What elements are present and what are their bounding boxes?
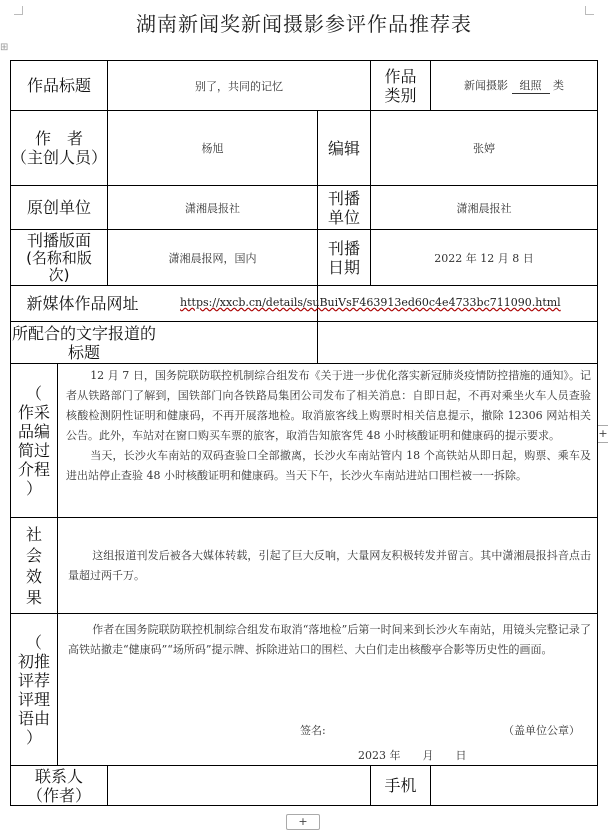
review-content[interactable] bbox=[58, 614, 598, 766]
row-effect bbox=[11, 518, 598, 614]
review-label-line: 评荐 bbox=[17, 670, 50, 690]
effect-label-line: 效 bbox=[25, 566, 42, 586]
url-link[interactable]: https://xxcb.cn/details/suBuiVsF463913ed60c4e4733bc711090.html bbox=[180, 296, 561, 309]
effect-label bbox=[11, 518, 58, 614]
work-title-value[interactable]: 别了，共同的记忆 bbox=[108, 61, 371, 111]
row-author bbox=[11, 111, 598, 186]
review-paragraph: 作者在国务院联防联控机制综合组发布取消“落地检”后第一时间来到长沙火车南站，用镜头完整记录了高铁站撤走“健康码”“场所码”提示牌、拆除进站口的围栏、大白们走出核酸亭合影等历史性的画面。 bbox=[68, 623, 592, 656]
author-label bbox=[11, 111, 108, 186]
intro-content[interactable] bbox=[58, 364, 598, 518]
work-title-label: 作品标题 bbox=[11, 61, 108, 111]
pub-date-label bbox=[318, 230, 371, 286]
author-label-main: 作 者 bbox=[35, 129, 84, 148]
recommendation-form bbox=[10, 60, 598, 806]
page-title: 湖南新闻奖新闻摄影参评作品推荐表 bbox=[136, 12, 472, 36]
intro-label-line: 作采 bbox=[17, 402, 50, 422]
contact-label-main: 联系人 bbox=[35, 766, 84, 786]
related-title-label-cell bbox=[11, 322, 318, 364]
effect-paragraph: 这组报道刊发后被各大媒体转载，引起了巨大反响，大量网友积极转发并留言。其中潇湘晨报抖音点击量超过两千万。 bbox=[68, 548, 592, 582]
effect-label-line: 果 bbox=[25, 587, 42, 607]
review-label bbox=[11, 614, 58, 766]
editor-label: 编辑 bbox=[318, 111, 371, 186]
sign-date: 2023 年 月 日 bbox=[358, 749, 467, 762]
row-related-title bbox=[11, 322, 598, 364]
effect-content[interactable] bbox=[58, 518, 598, 614]
intro-label-line: 介程 bbox=[17, 459, 50, 479]
effect-label-line: 社 bbox=[25, 524, 42, 544]
intro-label-line: （ bbox=[25, 383, 42, 403]
pub-layout-label-main: 刊播版面 bbox=[27, 231, 92, 250]
review-label-line: 语由 bbox=[17, 708, 50, 728]
row-pub-layout bbox=[11, 230, 598, 286]
row-work-title bbox=[11, 61, 598, 111]
phone-label: 手机 bbox=[371, 766, 431, 806]
contact-value[interactable] bbox=[108, 766, 371, 806]
contact-label bbox=[11, 766, 108, 806]
editor-value[interactable]: 张婷 bbox=[371, 111, 598, 186]
table-move-handle-icon[interactable]: ⊞ bbox=[0, 42, 9, 53]
row-intro bbox=[11, 364, 598, 518]
contact-label-sub: （作者） bbox=[27, 785, 92, 805]
row-url bbox=[11, 286, 598, 322]
category-prefix: 新闻摄影 bbox=[464, 79, 509, 92]
pub-date-value[interactable]: 2022 年 12 月 8 日 bbox=[371, 230, 598, 286]
pub-unit-label bbox=[318, 186, 371, 230]
phone-value[interactable] bbox=[431, 766, 598, 806]
top-right-corner-mark bbox=[585, 6, 594, 15]
category-label bbox=[371, 61, 431, 111]
review-label-line: （ bbox=[25, 632, 42, 652]
row-origin-unit bbox=[11, 186, 598, 230]
author-value[interactable]: 杨旭 bbox=[108, 111, 318, 186]
pub-layout-label bbox=[11, 230, 108, 286]
origin-unit-value[interactable]: 潇湘晨报社 bbox=[108, 186, 318, 230]
intro-paragraph-1: 12 月 7 日，国务院联防联控机制综合组发布《关于进一步优化落实新冠肺炎疫情防控措施的通知》。记者从铁路部门了解到，国铁部门向各铁路局集团公司发布了相关消息：自即日起，不再对乘坐火车人员查验核酸检测阴性证明和健康码，不再开展落地检。取消旅客线上购票时相关信息提示，撤除 12306 网站相关公告。此外，车站对在窗口购买车票的旅客，取消告知旅客凭 48 小时核酸证明和健康码的提示要求。 bbox=[66, 369, 592, 442]
category-suffix: 类 bbox=[553, 79, 565, 92]
intro-label-line: ） bbox=[25, 478, 42, 498]
pub-date-label-text: 刊播日期 bbox=[328, 238, 361, 277]
stamp-label: （盖单位公章） bbox=[503, 724, 580, 737]
url-value[interactable] bbox=[180, 286, 598, 322]
review-label-line: ） bbox=[25, 727, 42, 747]
row-review bbox=[11, 614, 598, 766]
category-selected: 组照 bbox=[512, 77, 550, 94]
url-label-text: 新媒体作品网址 bbox=[26, 294, 139, 313]
review-label-line: 初推 bbox=[17, 651, 50, 671]
pub-layout-value[interactable]: 潇湘晨报网，国内 bbox=[108, 230, 318, 286]
intro-paragraph-2: 当天，长沙火车南站的双码查验口全部撤离，长沙火车南站管内 18 个高铁站从即日起，购票、乘车及进出站停止查验 48 小时核酸证明和健康码。当天下午，长沙火车南站进站口围栏被一一拆除。 bbox=[66, 449, 592, 482]
effect-label-line: 会 bbox=[25, 545, 42, 565]
row-contact bbox=[11, 766, 598, 806]
intro-label bbox=[11, 364, 58, 518]
pub-layout-label-sub: (名称和版次) bbox=[26, 249, 92, 284]
pub-unit-label-text: 刊播单位 bbox=[328, 188, 361, 227]
sign-label: 签名: bbox=[300, 724, 326, 737]
category-value[interactable] bbox=[431, 61, 598, 111]
intro-label-line: 简过 bbox=[17, 440, 50, 460]
top-left-corner-mark bbox=[14, 6, 23, 15]
category-label-text: 作品类别 bbox=[384, 66, 417, 105]
author-label-sub: （主创人员） bbox=[11, 148, 108, 167]
add-column-button[interactable]: + bbox=[597, 425, 608, 443]
review-label-line: 评理 bbox=[17, 689, 50, 709]
origin-unit-label: 原创单位 bbox=[11, 186, 108, 230]
add-row-button[interactable]: + bbox=[286, 814, 320, 830]
related-title-label: 所配合的文字报道的标题 bbox=[11, 323, 156, 362]
intro-label-line: 品编 bbox=[17, 421, 50, 441]
pub-unit-value[interactable]: 潇湘晨报社 bbox=[371, 186, 598, 230]
related-title-value[interactable] bbox=[318, 322, 598, 364]
